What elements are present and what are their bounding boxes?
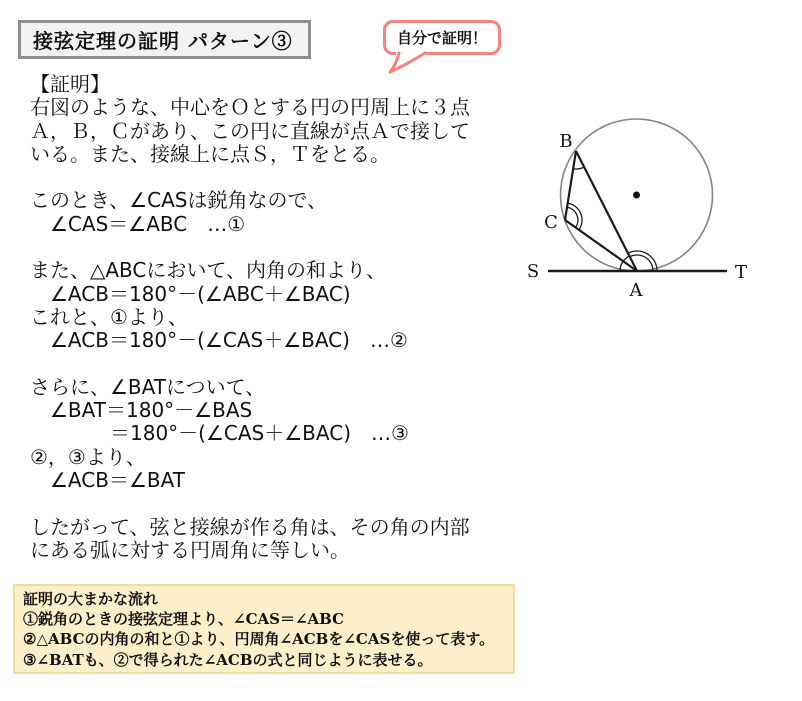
proof-line: したがって、弦と接線が作る角は、その角の内部 <box>30 514 470 539</box>
proof-line-blank <box>30 353 522 376</box>
point-label-b: B <box>559 131 573 152</box>
summary-step-1: ①鋭角のときの接弦定理より、∠CAS＝∠ABC <box>23 610 345 629</box>
proof-line-blank <box>30 236 522 259</box>
callout-label: 自分で証明！ <box>396 29 487 47</box>
tangent-chord-diagram <box>520 95 782 307</box>
proof-line-equation: ∠BAT＝180°－∠BAS <box>30 398 253 423</box>
proof-line-equation: ∠CAS＝∠ABC …① <box>30 211 246 236</box>
proof-line: 【証明】 <box>30 72 110 96</box>
proof-line-blank <box>30 166 522 189</box>
summary-box <box>13 584 515 674</box>
proof-line: また、△ABCにおいて、内角の和より、 <box>30 258 386 283</box>
proof-line-blank <box>30 492 522 515</box>
angle-arc-b <box>573 167 584 169</box>
summary-step-3: ③∠BATも、②で得られた∠ACBの式と同じように表せる。 <box>23 650 433 669</box>
proof-text <box>30 73 522 562</box>
proof-line: 右図のような、中心をＯとする円の円周上に３点 <box>30 95 470 120</box>
circle-center-dot <box>633 192 640 199</box>
proof-line: さらに、∠BATについて、 <box>30 374 266 399</box>
proof-line: いる。また、接線上に点Ｓ，Ｔをとる。 <box>30 141 390 166</box>
point-label-t: T <box>734 262 748 283</box>
proof-line: にある弧に対する円周角に等しい。 <box>30 537 350 562</box>
page-title <box>18 20 311 59</box>
point-label-a: A <box>629 280 643 301</box>
page-title-label: 接弦定理の証明 パターン③ <box>33 29 293 53</box>
summary-title: 証明の大まかな流れ <box>23 590 159 608</box>
proof-line-equation: ∠ACB＝180°－(∠ABC＋∠BAC) <box>30 281 351 306</box>
proof-line: Ａ，Ｂ，Ｃがあり、この円に直線が点Ａで接して <box>30 118 470 143</box>
point-label-c: C <box>544 212 558 233</box>
callout-bubble <box>383 20 501 55</box>
chord-ca-line <box>565 220 637 271</box>
proof-line-equation: ∠ACB＝∠BAT <box>30 468 185 493</box>
chord-bc-line <box>565 151 576 220</box>
proof-line: これと、①より、 <box>30 304 188 329</box>
proof-line-equation: ＝180°－(∠CAS＋∠BAC) …③ <box>30 421 409 446</box>
proof-line: ②，③より、 <box>30 444 146 469</box>
point-label-s: S <box>526 261 540 282</box>
proof-line-equation: ∠ACB＝180°－(∠CAS＋∠BAC) …② <box>30 328 408 353</box>
proof-line: このとき、∠CASは鋭角なので、 <box>30 188 328 213</box>
summary-step-2: ②△ABCの内角の和と①より、円周角∠ACBを∠CASを使って表す。 <box>23 630 495 649</box>
